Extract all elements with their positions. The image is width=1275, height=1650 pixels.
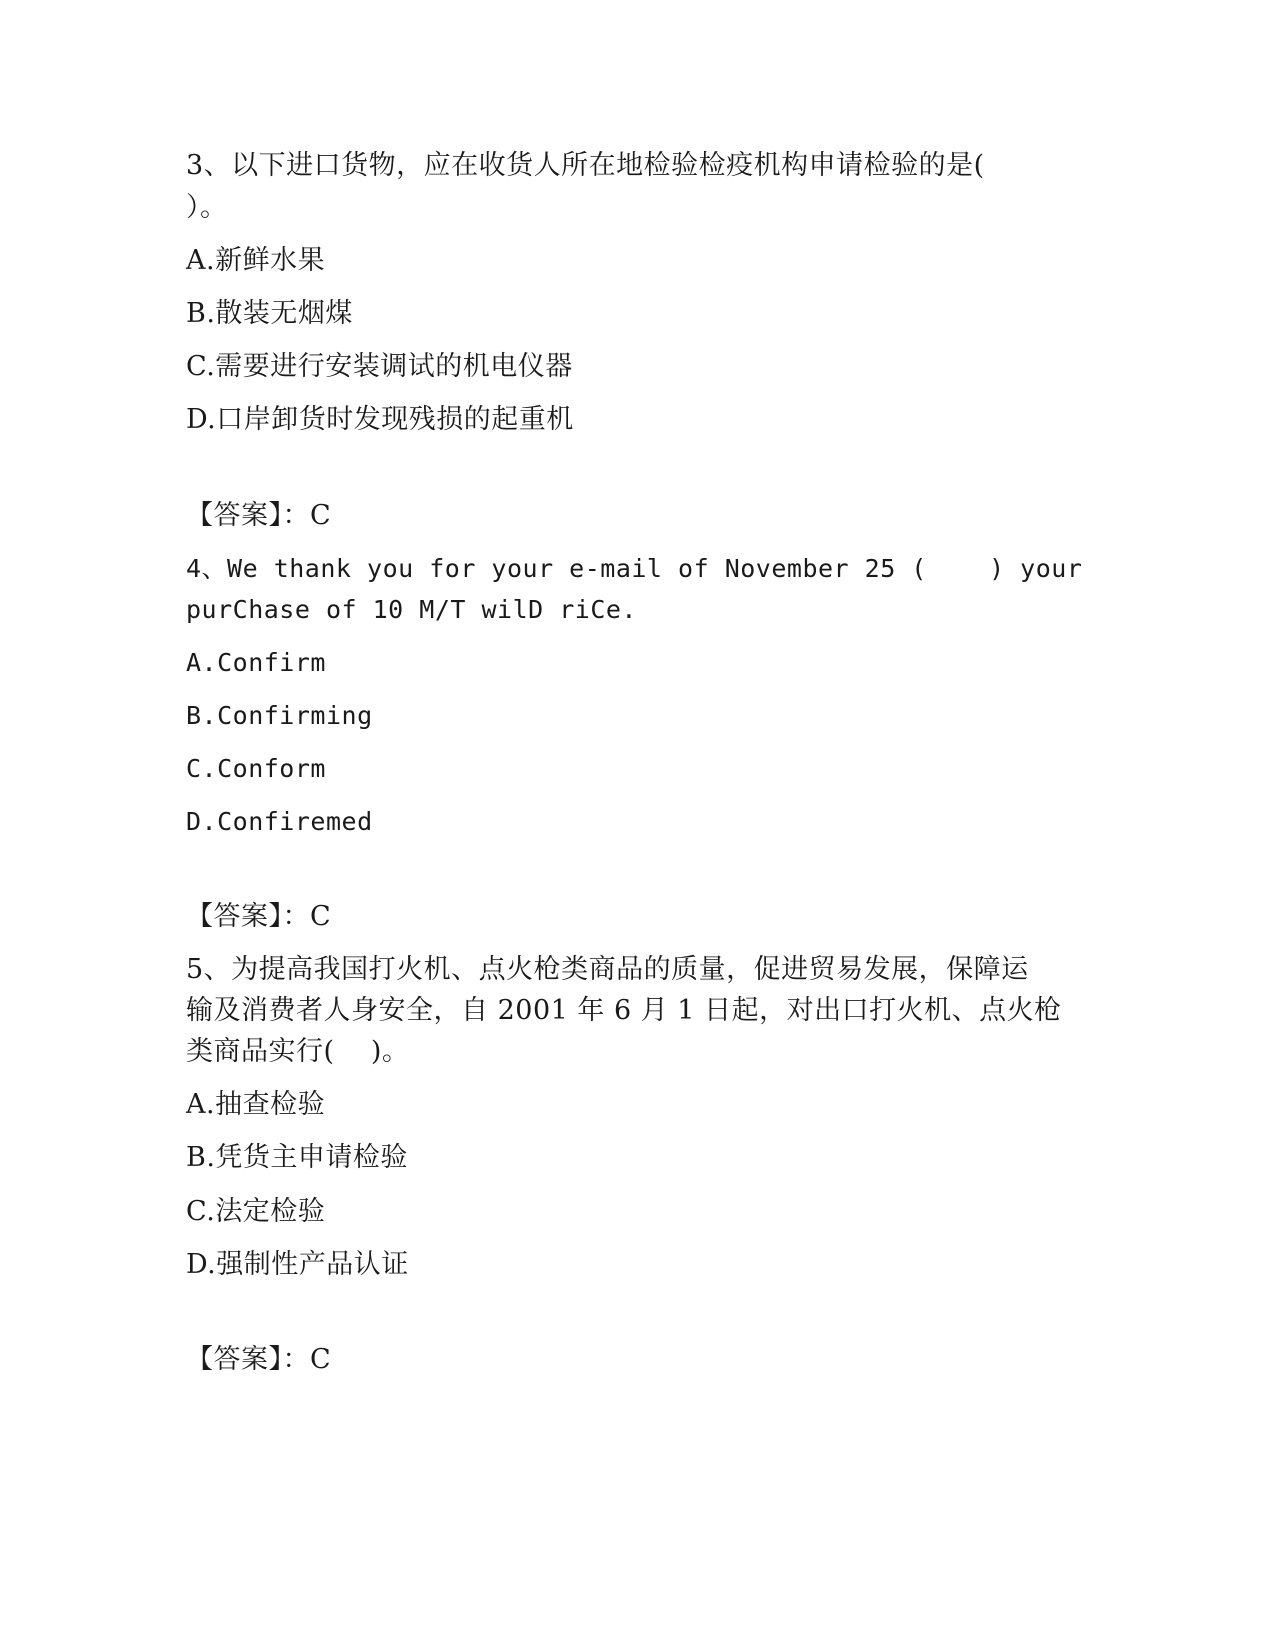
option-b: B.散装无烟煤 bbox=[186, 298, 353, 329]
option-c: C.法定检验 bbox=[186, 1196, 326, 1227]
question-stem-line: 5、为提高我国打火机、点火枪类商品的质量，促进贸易发展，保障运 bbox=[186, 954, 1029, 985]
question-stem-line: 类商品实行( )。 bbox=[186, 1036, 410, 1067]
question-stem-line: ）。 bbox=[186, 192, 228, 223]
option-a: A.新鲜水果 bbox=[186, 245, 326, 276]
question-stem-line: purChase of 10 M/T wilD riCe. bbox=[186, 595, 637, 624]
option-b: B.凭货主申请检验 bbox=[186, 1142, 408, 1173]
option-d: D.口岸卸货时发现残损的起重机 bbox=[186, 404, 574, 435]
question-stem-line: 输及消费者人身安全，自 2001 年 6 月 1 日起，对出口打火机、点火枪 bbox=[186, 995, 1062, 1026]
option-d: D.Confiremed bbox=[186, 807, 373, 836]
question-stem-line: 4、We thank you for your e-mail of November 25 ( ) your bbox=[186, 554, 1083, 583]
option-a: A.抽查检验 bbox=[186, 1089, 326, 1120]
question-stem-line: 3、以下进口货物，应在收货人所在地检验检疫机构申请检验的是( bbox=[186, 150, 985, 181]
answer-label: 【答案】：C bbox=[186, 901, 332, 932]
answer-label: 【答案】：C bbox=[186, 1344, 332, 1375]
option-c: C.需要进行安装调试的机电仪器 bbox=[186, 351, 573, 382]
answer-label: 【答案】：C bbox=[186, 500, 332, 531]
option-a: A.Confirm bbox=[186, 648, 326, 677]
option-b: B.Confirming bbox=[186, 701, 373, 730]
option-d: D.强制性产品认证 bbox=[186, 1249, 409, 1280]
option-c: C.Conform bbox=[186, 754, 326, 783]
